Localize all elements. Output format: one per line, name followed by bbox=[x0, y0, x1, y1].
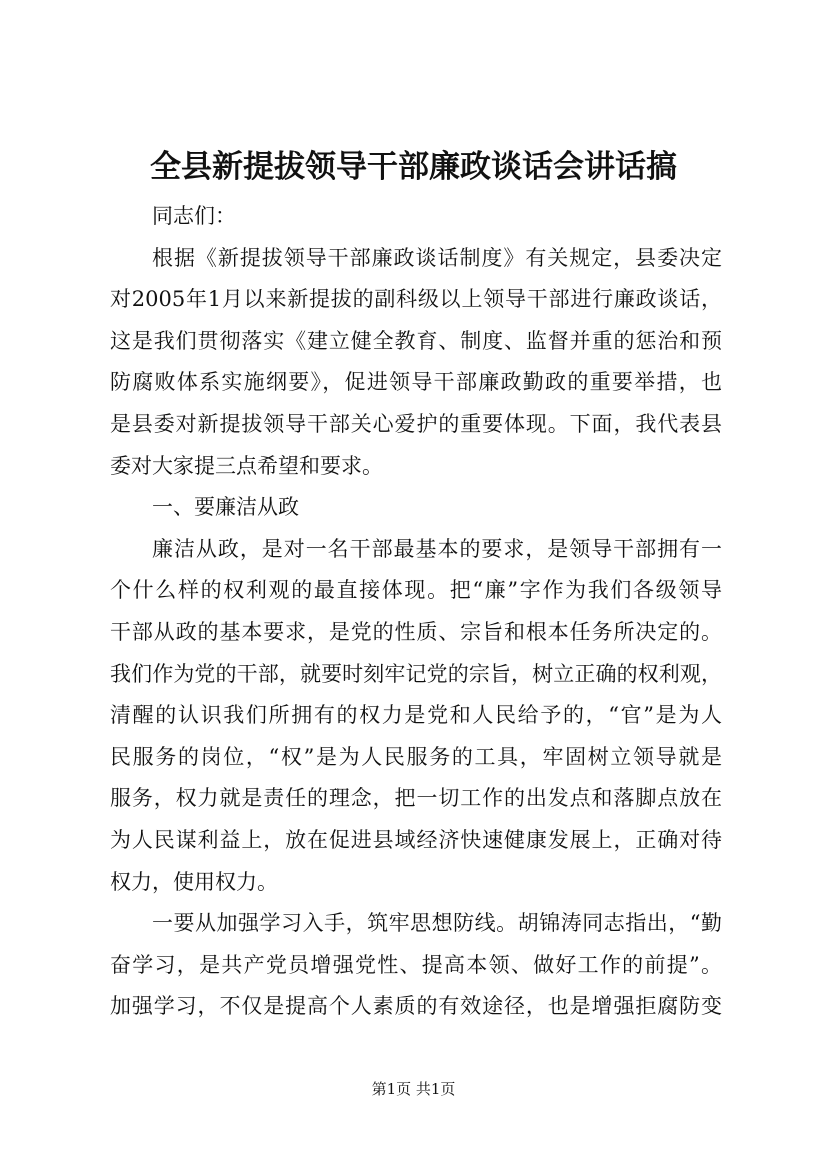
text-line: 服务，权力就是责任的理念，把一切工作的出发点和落脚点放在 bbox=[110, 786, 722, 811]
text-line: 对2005年1月以来新提拔的副科级以上领导干部进行廉政谈话， bbox=[110, 287, 722, 312]
text-line: 根据《新提拔领导干部廉政谈话制度》有关规定，县委决定 bbox=[152, 245, 722, 270]
text-line: 为人民谋利益上，放在促进县域经济快速健康发展上，正确对待 bbox=[110, 827, 722, 852]
text-line: 这是我们贯彻落实《建立健全教育、制度、监督并重的惩治和预 bbox=[110, 328, 722, 353]
page-footer: 第1页 共1页 bbox=[371, 1080, 456, 1098]
text-line: 同志们： bbox=[152, 204, 236, 228]
text-line: 廉洁从政，是对一名干部最基本的要求，是领导干部拥有一 bbox=[152, 536, 722, 561]
text-line: 一要从加强学习入手，筑牢思想防线。胡锦涛同志指出，“勤 bbox=[152, 911, 722, 936]
text-line: 是县委对新提拔领导干部关心爱护的重要体现。下面，我代表县 bbox=[110, 411, 722, 436]
text-line: 加强学习，不仅是提高个人素质的有效途径，也是增强拒腐防变 bbox=[110, 994, 722, 1019]
text-line: 一、要廉洁从政 bbox=[152, 495, 299, 520]
text-line: 干部从政的基本要求，是党的性质、宗旨和根本任务所决定的。 bbox=[110, 619, 722, 644]
text-line: 民服务的岗位，“权”是为人民服务的工具，牢固树立领导就是 bbox=[110, 744, 722, 769]
text-line: 我们作为党的干部，就要时刻牢记党的宗旨，树立正确的权利观， bbox=[110, 661, 722, 686]
text-line: 防腐败体系实施纲要》，促进领导干部廉政勤政的重要举措，也 bbox=[110, 370, 722, 395]
text-line: 清醒的认识我们所拥有的权力是党和人民给予的，“官”是为人 bbox=[110, 703, 722, 728]
document-title: 全县新提拔领导干部廉政谈话会讲话搞 bbox=[150, 149, 677, 185]
document-body bbox=[110, 196, 722, 1028]
text-line: 权力，使用权力。 bbox=[110, 869, 278, 894]
text-line: 个什么样的权利观的最直接体现。把“廉”字作为我们各级领导 bbox=[110, 578, 722, 603]
text-line: 委对大家提三点希望和要求。 bbox=[110, 453, 383, 478]
text-line: 奋学习，是共产党员增强党性、提高本领、做好工作的前提”。 bbox=[110, 952, 722, 977]
